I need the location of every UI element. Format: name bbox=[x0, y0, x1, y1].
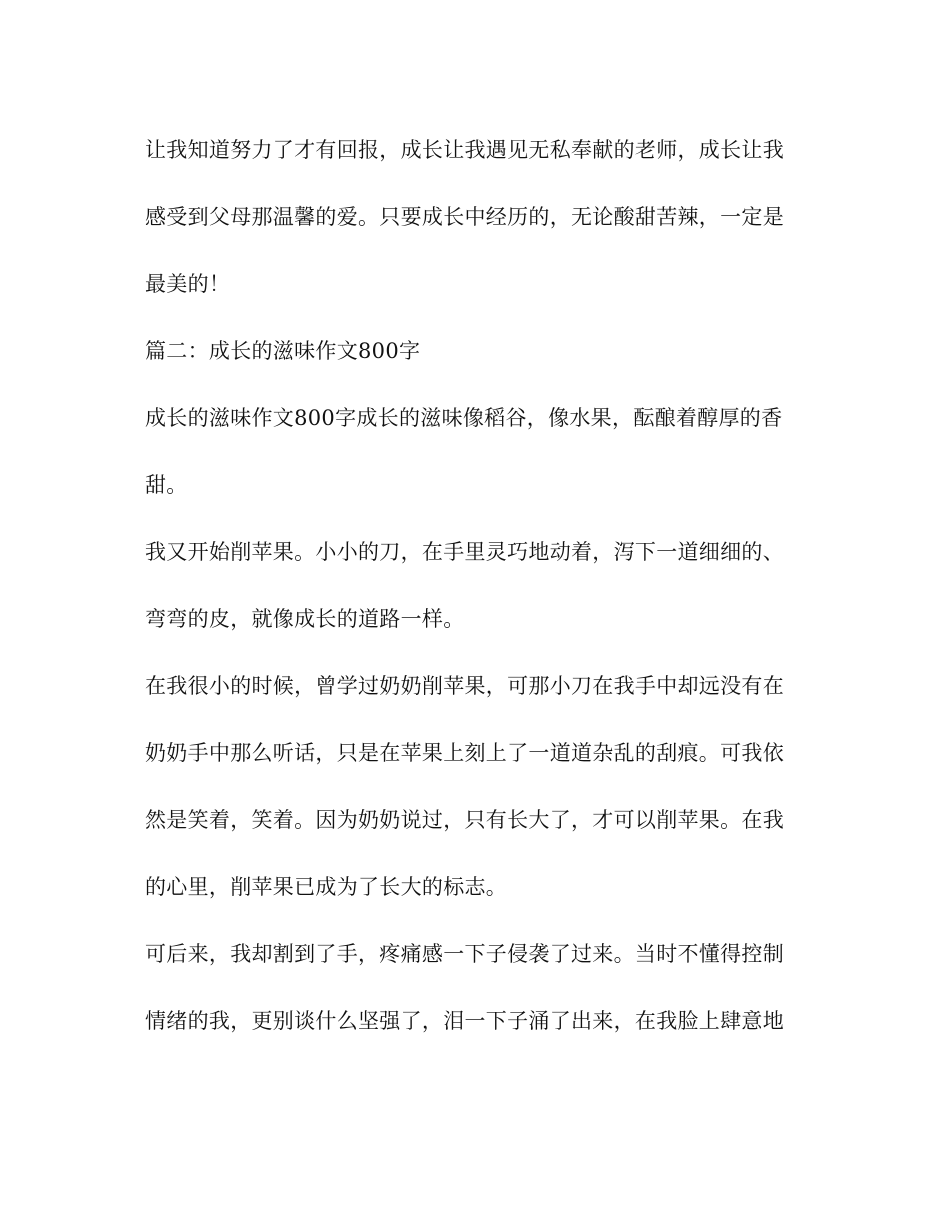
text-line: 情绪的我，更别谈什么坚强了，泪一下子涌了出来，在我脸上肆意地 bbox=[145, 1009, 784, 1033]
section-title: 篇二：成长的滋味作文800字 bbox=[145, 339, 421, 363]
text-line: 让我知道努力了才有回报，成长让我遇见无私奉献的老师，成长让我 bbox=[145, 138, 784, 162]
text-line: 然是笑着，笑着。因为奶奶说过，只有长大了，才可以削苹果。在我 bbox=[145, 808, 784, 832]
text-line: 奶奶手中那么听话，只是在苹果上刻上了一道道杂乱的刮痕。可我依 bbox=[145, 741, 784, 765]
text-line: 成长的滋味作文800字成长的滋味像稻谷，像水果，酝酿着醇厚的香 bbox=[145, 406, 783, 430]
text-line: 甜。 bbox=[145, 473, 188, 497]
text-line: 可后来，我却割到了手，疼痛感一下子侵袭了过来。当时不懂得控制 bbox=[145, 942, 784, 966]
essay-body bbox=[145, 117, 805, 1055]
text-line: 在我很小的时候，曾学过奶奶削苹果，可那小刀在我手中却远没有在 bbox=[145, 674, 784, 698]
text-line: 感受到父母那温馨的爱。只要成长中经历的，无论酸甜苦辣，一定是 bbox=[145, 205, 784, 229]
text-line: 最美的！ bbox=[145, 272, 231, 296]
text-line: 弯弯的皮，就像成长的道路一样。 bbox=[145, 607, 465, 631]
text-line: 我又开始削苹果。小小的刀，在手里灵巧地动着，泻下一道细细的、 bbox=[145, 540, 784, 564]
text-line: 的心里，削苹果已成为了长大的标志。 bbox=[145, 875, 508, 899]
